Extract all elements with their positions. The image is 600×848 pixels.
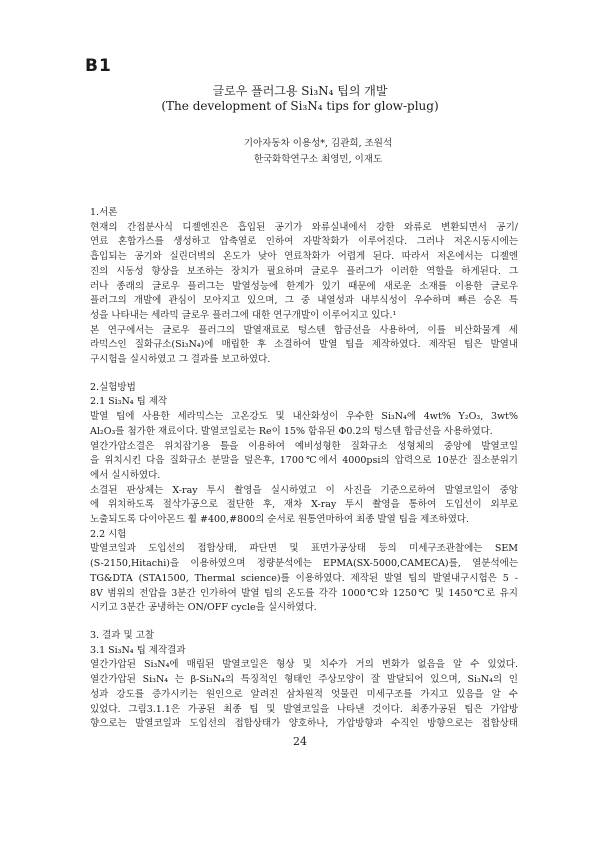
subsection-heading-tip-fabrication: 2.1 Si₃N₄ 팁 제작	[90, 396, 168, 408]
text-line: 있었다. 그림3.1.1은 가공된 최종 팁 및 발열코일을 나타낸 것이다. 최종가공된 팁은 가압방	[90, 703, 518, 715]
text-line: 열간가압된 Si₃N₄ 는 β-Si₃N₄의 특징적인 형태인 주상모양이 잘 발달되어 있으며, Si₃N₄의 인	[90, 674, 518, 686]
text-line: 구시험을 실시하였고 그 결과를 보고하였다.	[90, 354, 271, 366]
text-line: 에 위치하도록 절삭가공으로 절단한 후, 재차 X-ray 투시 촬영을 통하여 도입선이 외부로	[90, 499, 518, 511]
text-line: 에서 실시하였다.	[90, 469, 161, 481]
text-line: 연료 혼합가스를 생성하고 압축열로 인하여 자발착화가 이루어진다. 그러나 저온시동시에는	[90, 236, 518, 248]
text-line: 성을 나타내는 세라믹 글로우 플러그에 대한 연구개발이 이루어지고 있다.¹	[90, 309, 397, 321]
page-number: 24	[293, 735, 307, 748]
text-line: 러나 종래의 글로우 플러그는 발열성능에 한계가 있기 때문에 새로운 소재를 이용한 글로우	[90, 280, 518, 292]
text-line: 시키고 3분간 공냉하는 ON/OFF cycle을 실시하였다.	[90, 602, 317, 614]
text-line: 플러그의 개발에 관심이 모아지고 있으며, 그 중 내열성과 내부식성이 우수하며 빠른 승온 특	[90, 295, 518, 307]
session-code: B1	[85, 56, 112, 76]
test-paragraph	[90, 542, 518, 616]
text-line: 발열 팁에 사용한 세라믹스는 고온강도 및 내산화성이 우수한 Si₃N₄에 4wt% Y₂O₃, 3wt%	[90, 411, 518, 423]
text-line: Al₂O₃를 첨가한 재료이다. 발열코일로는 Re이 15% 함유된 Φ0.2의 텅스텐 합금선을 사용하였다.	[90, 425, 493, 437]
paper-body	[90, 206, 518, 732]
authors-affiliation-1: 기아자동차 이용성*, 김관희, 조원석	[243, 138, 393, 149]
text-line: 라믹스인 질화규소(Si₃N₄)에 매립한 후 소결하여 발열 팁을 제작하였다. 제작된 팁은 발열내	[90, 339, 518, 351]
text-line: 노출되도록 다이아몬드 휠 #400,#800의 순서로 원통연마하여 최종 발열 팁을 제조하였다.	[90, 514, 470, 526]
paper-title-english: (The development of Si₃N₄ tips for glow-plug)	[161, 99, 439, 113]
subsection-heading-tip-results: 3.1 Si₃N₄ 팁 제작결과	[90, 644, 186, 656]
paper-title-korean: 글로우 플러그용 Si₃N₄ 팁의 개발	[212, 84, 388, 98]
authors-affiliation-2: 한국화학연구소 최영민, 이재도	[253, 154, 383, 165]
method-paragraph-2	[90, 440, 518, 484]
method-paragraph-1	[90, 410, 518, 439]
text-line: 흡입되는 공기와 실린더벽의 온도가 낮아 연료착화가 어렵게 된다. 따라서 저온에서는 디젤엔	[90, 251, 518, 263]
section-heading-results: 3. 결과 및 고찰	[90, 629, 155, 641]
text-line: 열간가압된 Si₃N₄에 매립된 발열코일은 형상 및 치수가 거의 변화가 없음을 알 수 있었다.	[90, 659, 518, 671]
text-line: 열간가압소결은 위치잡기용 틀을 이용하여 예비성형한 질화규소 성형체의 중앙에 발열코일	[90, 440, 518, 452]
method-paragraph-3	[90, 484, 518, 528]
text-line: 발열코일과 도입선의 접합상태, 파단면 및 표면가공상태 등의 미세구조관찰에는 SEM	[90, 543, 518, 555]
section-heading-intro: 1.서론	[90, 207, 118, 218]
intro-paragraph-2	[90, 324, 518, 368]
section-heading-method: 2.실험방법	[90, 381, 136, 393]
text-line: 진의 시동성 향상을 보조하는 장치가 필요하며 글로우 플러그가 이러한 역할을 하게된다. 그	[90, 265, 518, 277]
text-line: 을 위치시킨 다음 질화규소 분말을 덮은후, 1700℃에서 4000psi의 압력으로 10분간 질소분위기	[90, 455, 518, 467]
text-line: 성과 강도를 증가시키는 원인으로 알려진 삼차원적 엇물린 미세구조를 가지고 있음을 알 수	[90, 688, 518, 700]
subsection-heading-test: 2.2 시험	[90, 528, 127, 540]
text-line: 8V 범위의 전압을 3분간 인가하여 발열 팁의 온도를 각각 1000℃와 1250℃ 및 1450℃로 유지	[90, 587, 518, 599]
text-line: 현재의 간접분사식 디젤엔진은 흡입된 공기가 와류실내에서 강한 와류로 변환되면서 공기/	[90, 221, 518, 233]
text-line: TG&DTA (STA1500, Thermal science)를 이용하였다. 제작된 발열 팁의 발열내구시험은 5 -	[90, 572, 518, 584]
text-line: (S-2150,Hitachi)을 이용하였으며 정량분석에는 EPMA(SX-5000,CAMECA)를, 열분석에는	[90, 558, 518, 570]
intro-paragraph-1	[90, 221, 518, 324]
text-line: 본 연구에서는 글로우 플러그의 발열재료로 텅스텐 합금선을 사용하여, 이를 비산화물계 세	[90, 324, 518, 336]
text-line: 소결된 판상체는 X-ray 투시 촬영을 실시하였고 이 사진을 기준으로하여 발열코일이 중앙	[90, 484, 518, 496]
text-line: 향으로는 발열코일과 도입선의 접합상태가 양호하나, 가압방향과 수직인 방향으로는 접합상태	[90, 718, 518, 730]
result-paragraph	[90, 658, 518, 732]
